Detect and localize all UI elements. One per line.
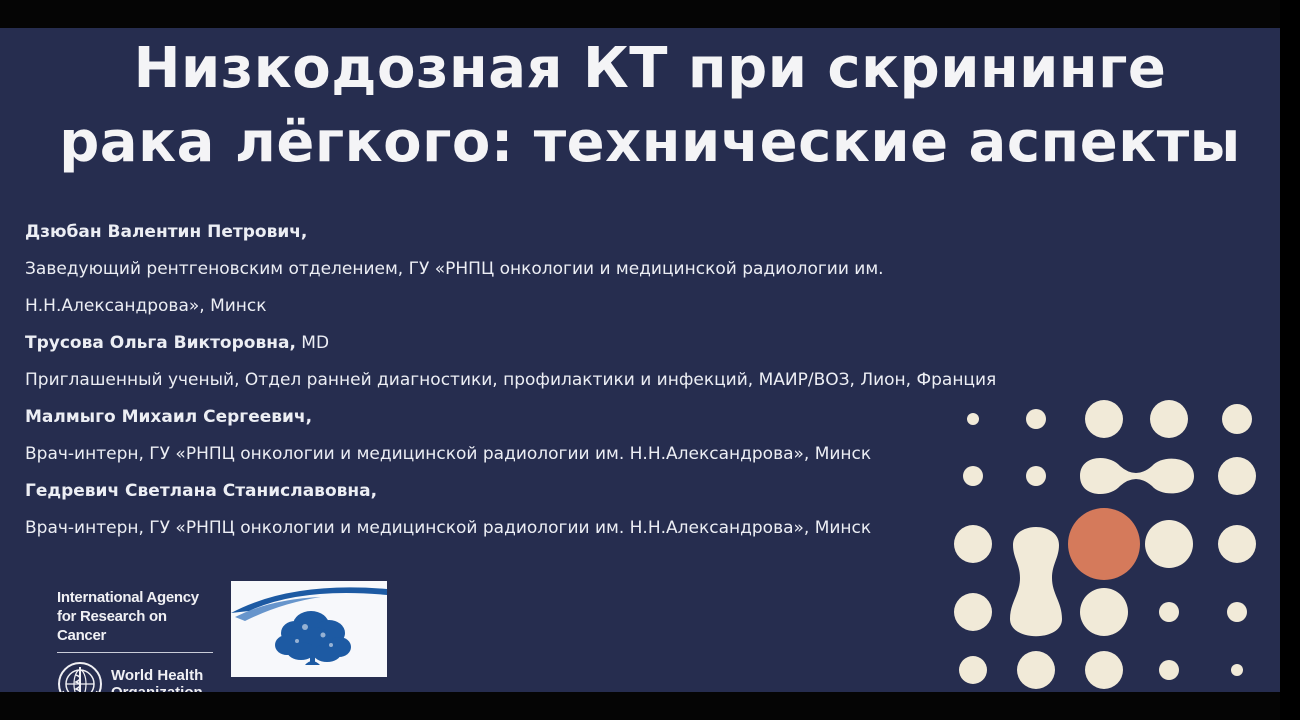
presentation-slide xyxy=(0,28,1280,692)
author-affiliation: Приглашенный ученый, Отдел ранней диагностики, профилактики и инфекций, МАИР/ВОЗ, Лион, Франция xyxy=(25,370,997,390)
author-name-line xyxy=(25,399,1085,436)
author-name: Трусова Ольга Викторовна, xyxy=(25,333,296,353)
tree-logo-icon xyxy=(231,581,387,677)
author-name-line xyxy=(25,473,1085,510)
slide-title xyxy=(0,32,1300,180)
author-list xyxy=(25,214,1085,547)
author-affiliation: Врач-интерн, ГУ «РНПЦ онкологии и медицинской радиологии им. Н.Н.Александрова», Минск xyxy=(25,518,872,538)
slide-title-line-1: Низкодозная КТ при скрининге xyxy=(133,36,1167,101)
author-name: Гедревич Светлана Станиславовна, xyxy=(25,481,378,501)
who-name-line-1: World Health xyxy=(111,667,204,684)
iarc-name-line-1: International Agency xyxy=(57,589,199,606)
author-affiliation: Н.Н.Александрова», Минск xyxy=(25,296,267,316)
iarc-name-line-2: for Research on Cancer xyxy=(57,608,167,644)
author-name-line xyxy=(25,325,1085,362)
iarc-who-logo xyxy=(57,588,217,707)
iarc-name xyxy=(57,588,217,645)
video-letterbox-top xyxy=(0,0,1280,28)
slide-title-line-2: рака лёгкого: технические аспекты xyxy=(59,110,1241,175)
author-suffix: MD xyxy=(295,333,330,353)
tree-logo xyxy=(231,581,387,677)
video-letterbox-bottom xyxy=(0,692,1280,720)
author-name: Малмыго Михаил Сергеевич, xyxy=(25,407,313,427)
decorative-dot-pattern xyxy=(940,388,1280,692)
author-name: Дзюбан Валентин Петрович, xyxy=(25,222,308,242)
author-name-line xyxy=(25,214,1085,251)
logo-divider xyxy=(57,652,213,653)
author-affiliation: Заведующий рентгеновским отделением, ГУ «РНПЦ онкологии и медицинской радиологии им. xyxy=(25,259,884,279)
author-affiliation: Врач-интерн, ГУ «РНПЦ онкологии и медицинской радиологии им. Н.Н.Александрова», Минск xyxy=(25,444,872,464)
